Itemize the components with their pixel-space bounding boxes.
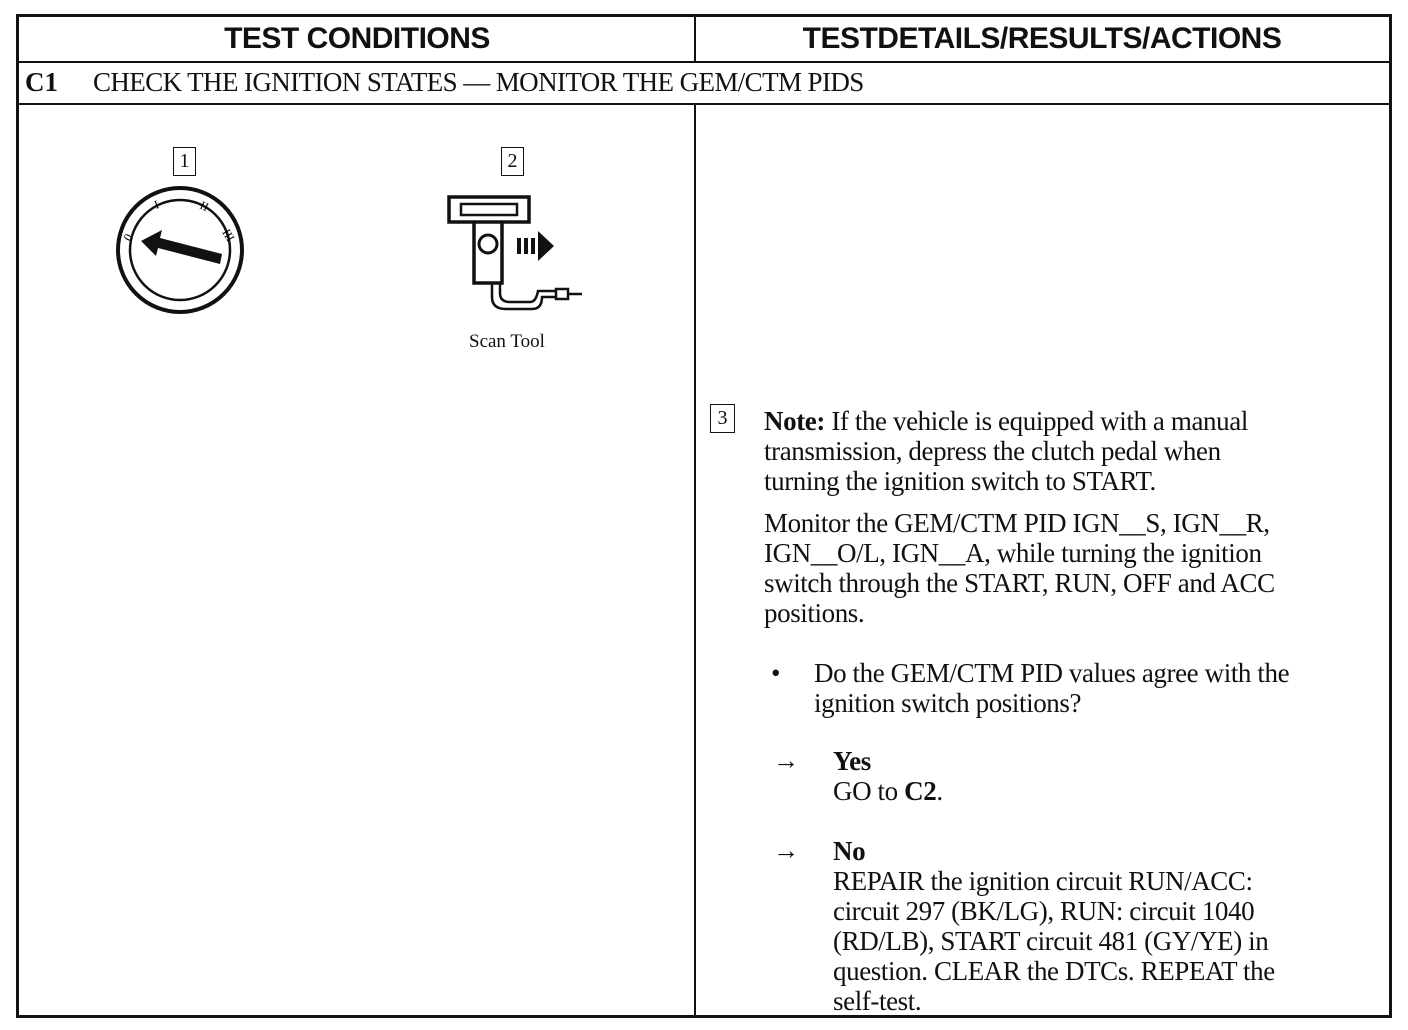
question-line-2: ignition switch positions? — [814, 688, 1082, 718]
monitor-line-1: Monitor the GEM/CTM PID IGN__S, IGN__R, — [764, 508, 1270, 538]
detail-step-number: 3 — [710, 404, 735, 433]
yes-label: Yes — [833, 746, 871, 776]
note-label: Note: — [764, 406, 825, 436]
no-arrow: → — [773, 836, 799, 865]
ignition-mark-1: I — [152, 197, 161, 212]
step-title: CHECK THE IGNITION STATES — MONITOR THE GEM/CTM PIDS — [93, 67, 864, 97]
note-line-2: transmission, depress the clutch pedal when — [764, 436, 1221, 466]
note-line-1: Note: If the vehicle is equipped with a manual — [764, 406, 1248, 436]
ignition-mark-2: II — [197, 198, 211, 215]
figure-1-number: 1 — [173, 147, 196, 176]
question-bullet: • — [771, 658, 781, 688]
yes-arrow: → — [773, 746, 799, 775]
ignition-mark-0: 0 — [120, 231, 136, 244]
no-block — [833, 836, 1378, 1016]
note-block — [764, 406, 1374, 496]
yes-action-target: C2 — [904, 776, 937, 806]
note-line-3: turning the ignition switch to START. — [764, 466, 1156, 496]
question-line-1: Do the GEM/CTM PID values agree with the — [814, 658, 1290, 688]
no-line-2: circuit 297 (BK/LG), RUN: circuit 1040 — [833, 896, 1255, 926]
no-line-3: (RD/LB), START circuit 481 (GY/YE) in — [833, 926, 1269, 956]
ignition-mark-3: III — [219, 226, 238, 244]
column-divider — [694, 104, 696, 1015]
monitor-block — [764, 508, 1374, 628]
no-line-1: REPAIR the ignition circuit RUN/ACC: — [833, 866, 1253, 896]
test-procedure-table — [16, 14, 1392, 1018]
scan-tool-caption: Scan Tool — [469, 331, 545, 352]
yes-block — [833, 746, 1373, 806]
yes-action: GO to C2. — [833, 776, 943, 806]
monitor-line-4: positions. — [764, 598, 865, 628]
monitor-line-3: switch through the START, RUN, OFF and ACC — [764, 568, 1275, 598]
header-test-details: TESTDETAILS/RESULTS/ACTIONS — [802, 22, 1282, 55]
no-line-4: question. CLEAR the DTCs. REPEAT the — [833, 956, 1275, 986]
figure-2-number: 2 — [501, 147, 524, 176]
question-block — [814, 658, 1374, 718]
ignition-switch-icon — [114, 184, 246, 316]
step-id: C1 — [25, 67, 58, 97]
scan-tool-icon — [444, 193, 584, 319]
header-test-conditions: TEST CONDITIONS — [224, 22, 490, 55]
no-line-5: self-test. — [833, 986, 922, 1016]
step-row — [19, 61, 1389, 105]
monitor-line-2: IGN__O/L, IGN__A, while turning the ignition — [764, 538, 1262, 568]
table-header — [19, 17, 1389, 63]
no-label: No — [833, 836, 866, 866]
